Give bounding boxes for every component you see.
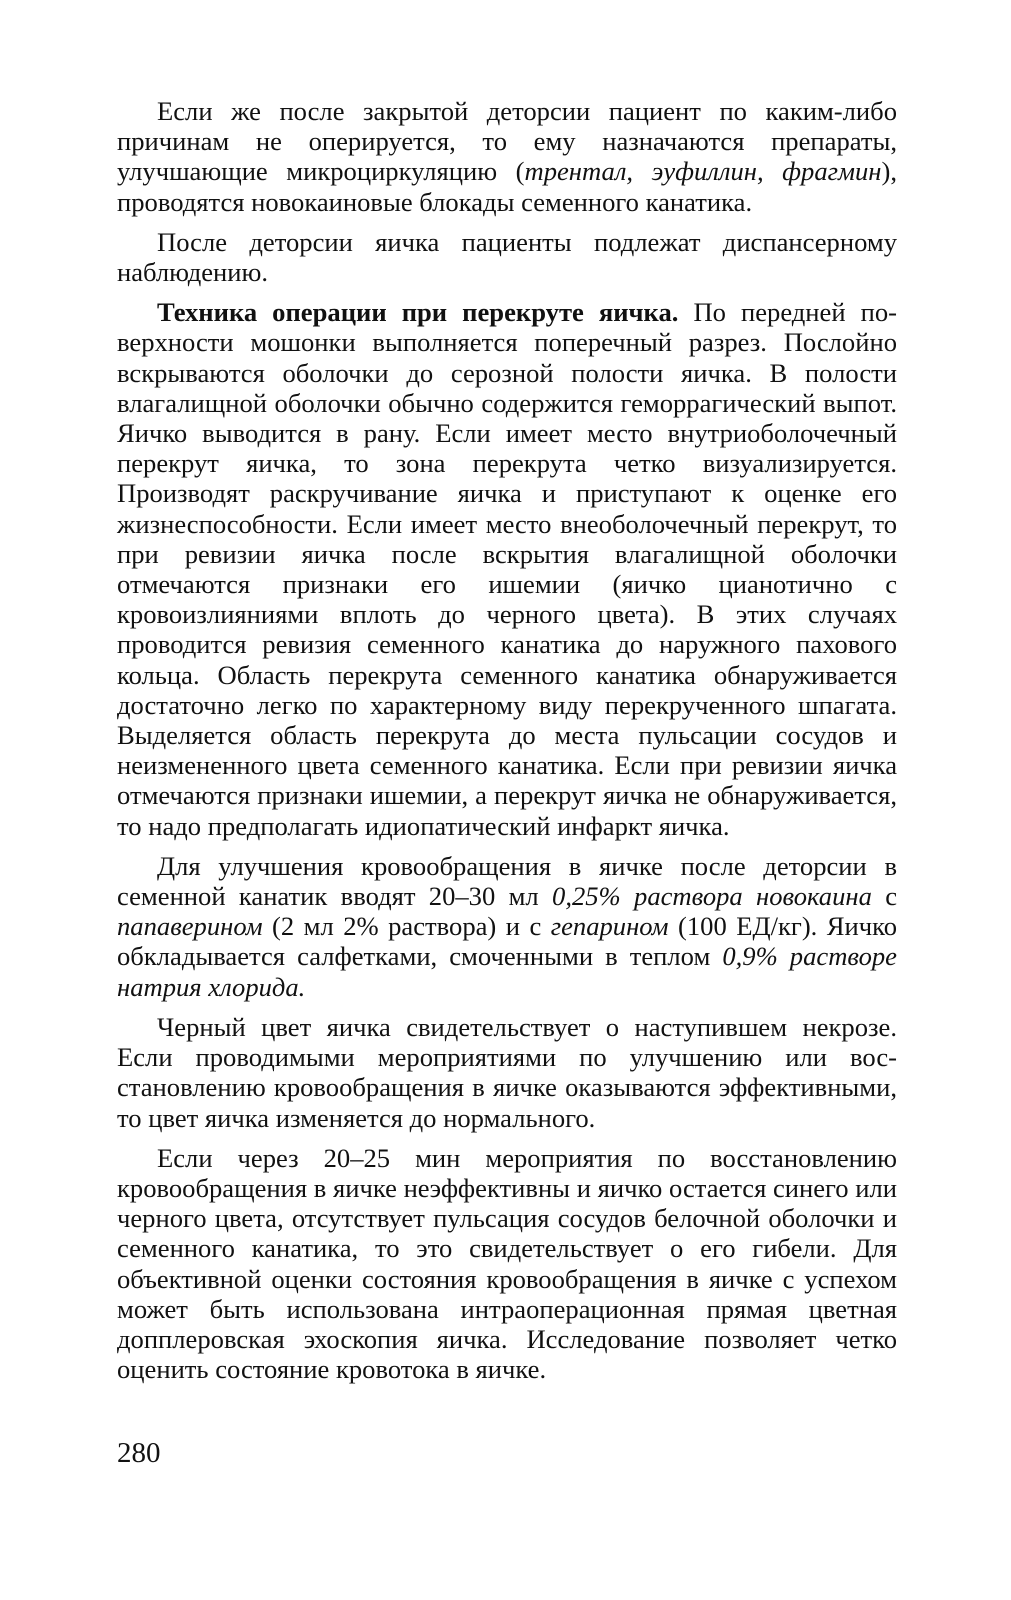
text-run: Черный цвет яичка свидетельствует о наступившем некрозе. Если проводимыми мероприятиями по улучшению или восстановлению кровообращения в яичке оказываются эффективными, то цвет яичка изменяется до нормального.	[117, 1011, 897, 1133]
page-number: 280	[117, 1437, 161, 1469]
text-run: После деторсии яичка пациенты подлежат диспансерному наблюдению.	[117, 226, 897, 288]
paragraph-6	[117, 1143, 897, 1385]
text-run: Для улучшения кровообращения в яичке после деторсии в семенной канатик вводят 20–30 мл	[117, 850, 897, 912]
text-run: ), проводятся новокаиновые блокады семенного канатика.	[117, 156, 897, 217]
text-run: (100 ЕД/кг). Яичко обкладывается салфетками, смоченными в теплом	[117, 911, 897, 972]
text-run: (2 мл 2% раствора) и с	[262, 911, 551, 942]
paragraph-1	[117, 96, 897, 217]
paragraph-2	[117, 227, 897, 287]
page-body	[117, 96, 897, 1394]
paragraph-4	[117, 851, 897, 1002]
text-run: с	[871, 881, 897, 912]
drug-name: 0,9% растворе натрия хлорида.	[117, 941, 897, 1002]
text-run: По передней поверхности мошонки выполняется поперечный разрез. Послойно вскрываются оболочки до серозной полости яичка. В полости влагалищной оболочки обычно содержится геморрагический выпот. Яичко выводится в рану. Если имеет место внутриоболочечный перекрут яичка, то зона перекрута четко визуализируется. Производят раскручивание яичка и приступают к оценке его жизнеспособности. Если имеет место внеоболочечный перекрут, то при ревизии яичка после вскрытия влагалищной оболочки отмечаются признаки его ишемии (яичко цианотично с кровоизлияниями вплоть до черного цвета). В этих случаях проводится ревизия семенного канатика до наружного пахового кольца. Область перекрута семенного канатика обнаруживается достаточно легко по характерному виду перекрученного шпагата. Выделяется область перекрута до места пульсации сосудов и неизмененного цвета семенного канатика. Если при ревизии яичка отмечаются признаки ишемии, а перекрут яичка не обнаруживается, то надо предполагать идиопатический инфаркт яичка.	[117, 297, 897, 841]
paragraph-3	[117, 297, 897, 841]
drug-name: гепарином	[550, 911, 669, 942]
drug-name: 0,25% раствора новокаина	[552, 881, 872, 912]
drug-name: папаверином	[117, 911, 263, 942]
paragraph-5	[117, 1012, 897, 1133]
drug-names: трентал, эуфиллин, фрагмин	[524, 156, 882, 187]
section-heading: Техника операции при перекруте яичка.	[157, 297, 679, 328]
text-run: Если через 20–25 мин мероприятия по восстановлению кровообращения в яичке неэффективны и яичко остается синего или черного цвета, отсутствует пульсация сосудов белочной оболочки и семенного канатика, то это свидетельствует о его гибели. Для объективной оценки состояния кровообращения в яичке с успехом может быть использована интраоперационная прямая цветная допплеровская эхоскопия яичка. Исследование позволяет четко оценить состояние кровотока в яичке.	[117, 1142, 897, 1385]
text-run: Если же после закрытой деторсии пациент по каким-либо причинам не оперируется, то ему назначаются препараты, улучшающие микроциркуляцию (	[117, 96, 897, 187]
